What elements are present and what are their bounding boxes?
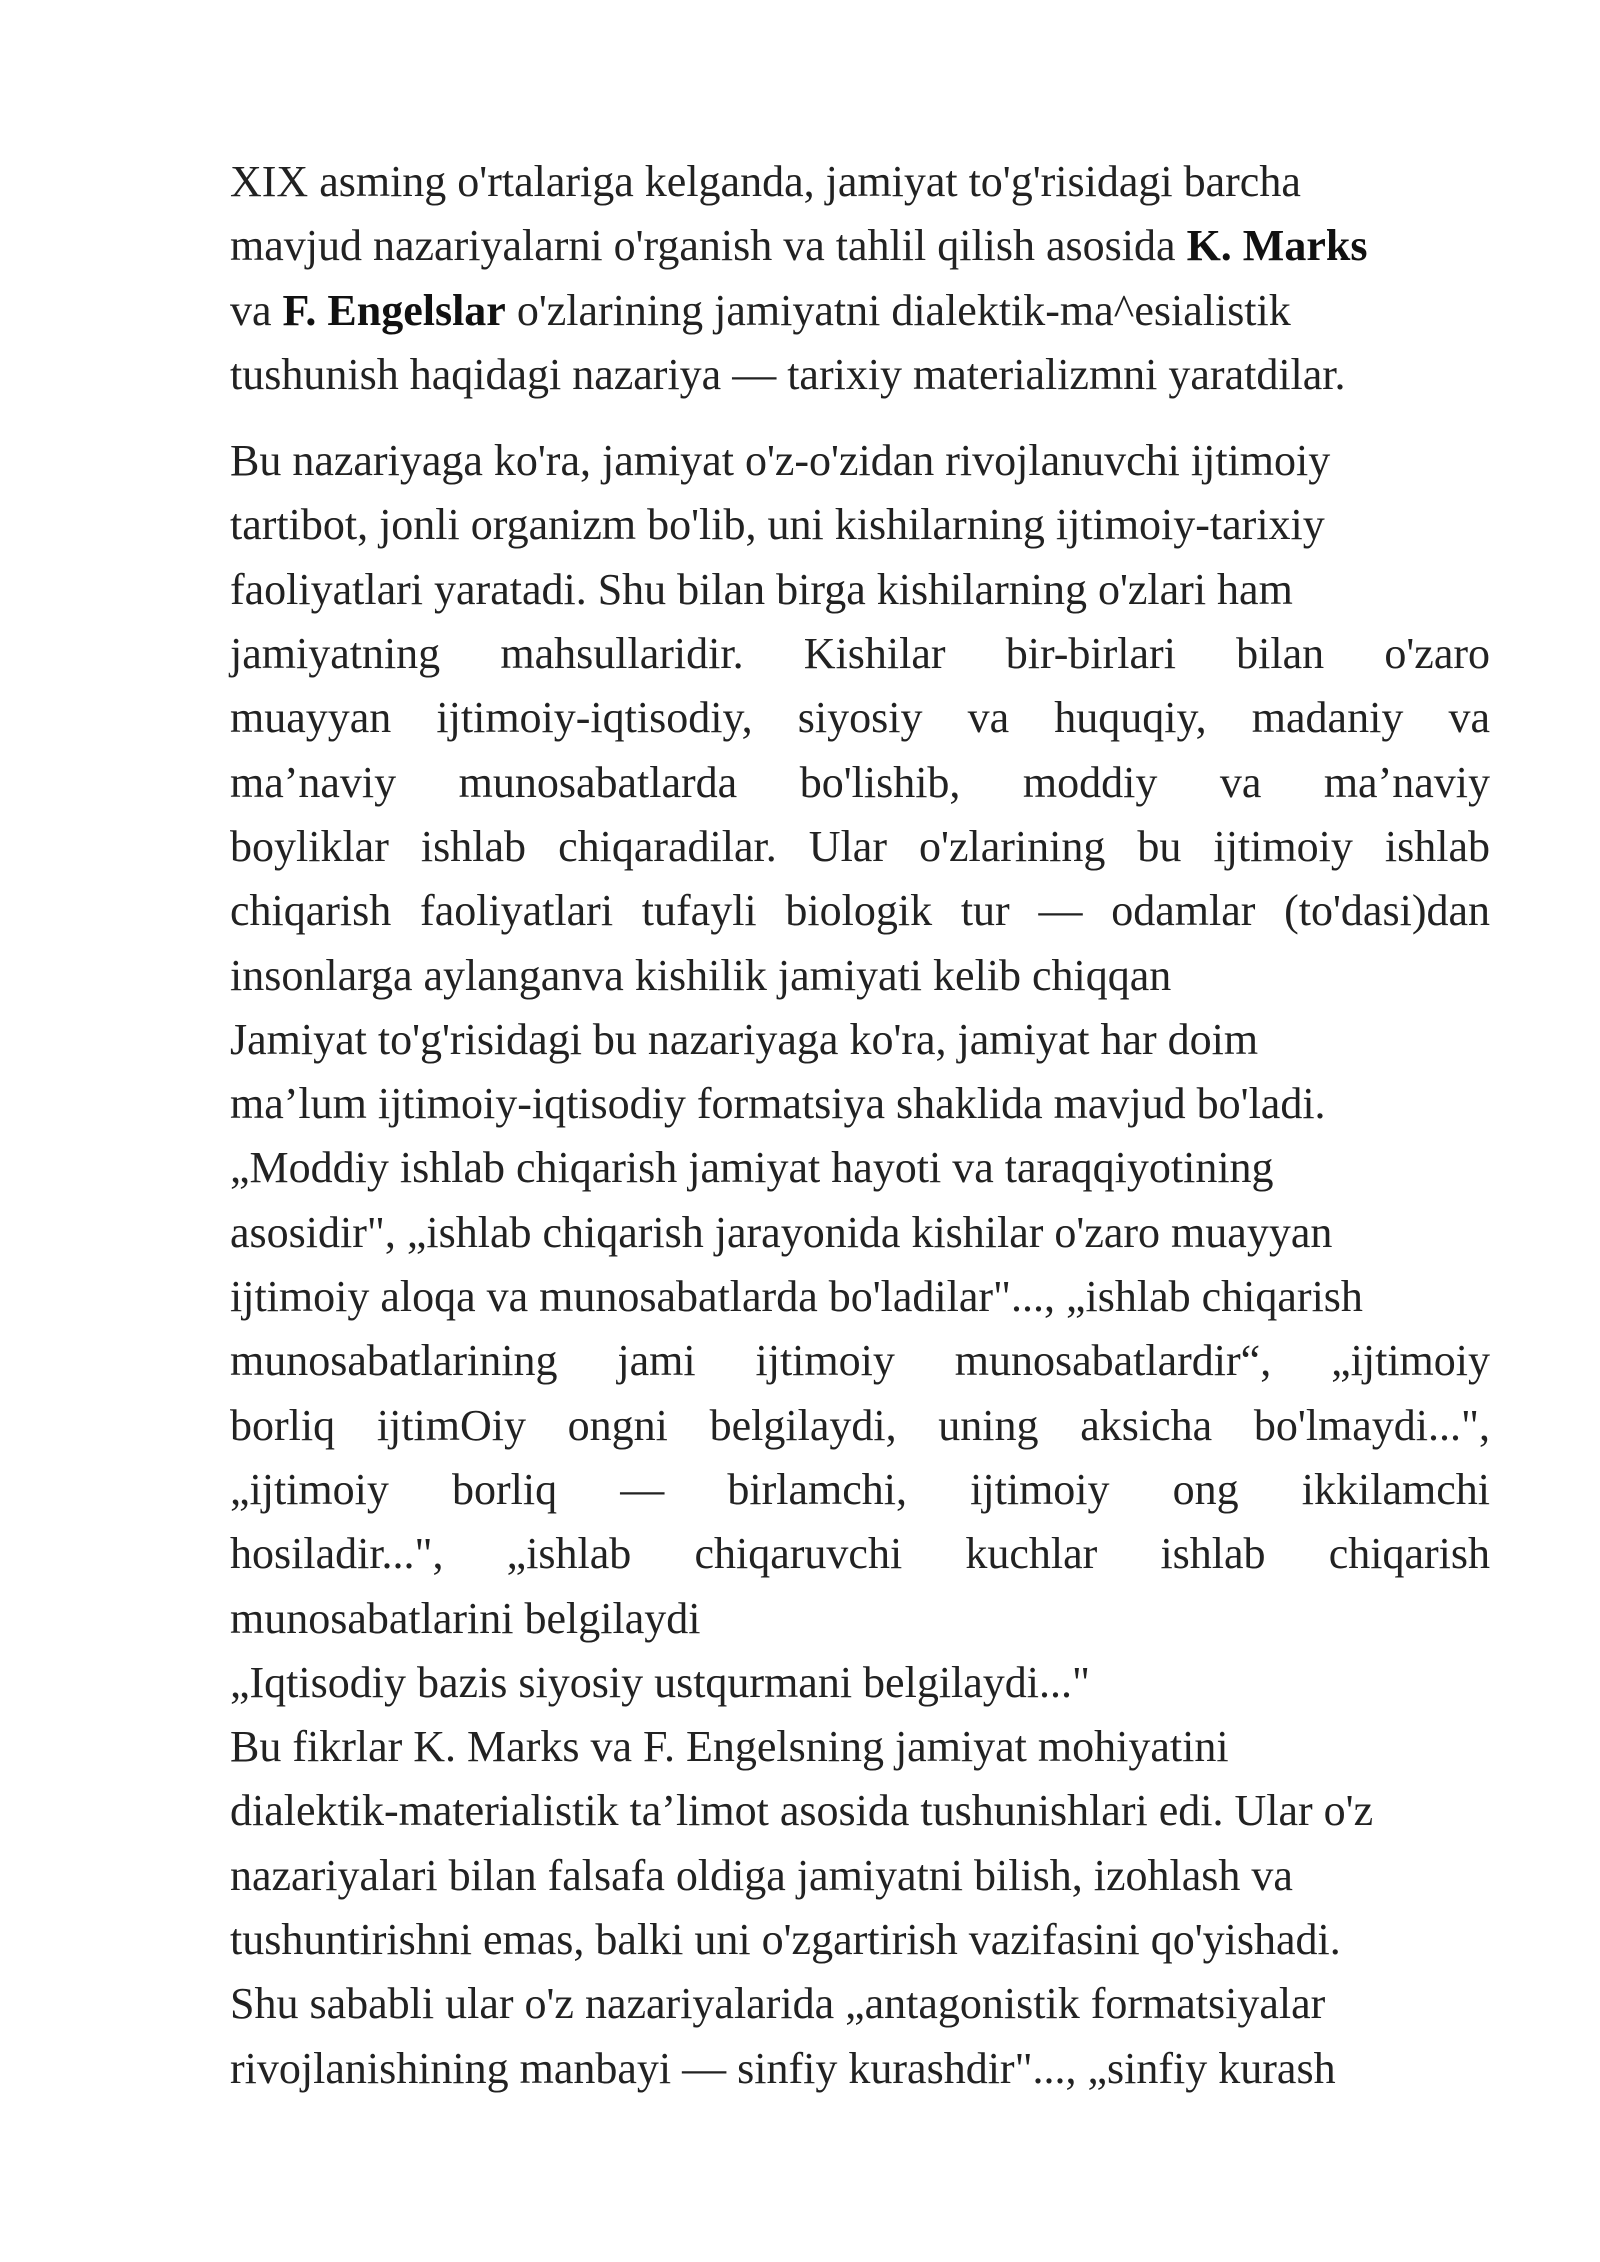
text-span: mavjud nazariyalarni o'rganish va tahlil qilish asosida	[230, 221, 1187, 271]
bold-name-marks: K. Marks	[1186, 221, 1368, 271]
text-line: dialektik-materialistik ta’limot asosida tushunishlari edi. Ular o'z	[230, 1786, 1374, 1836]
text-line: jamiyatning mahsullaridir. Kishilar bir-birlari bilan o'zaro	[230, 629, 1490, 679]
text-line: nazariyalari bilan falsafa oldiga jamiyatni bilish, izohlash va	[230, 1850, 1293, 1900]
text-span: va	[230, 285, 283, 335]
text-line: rivojlanishining manbayi — sinfiy kurashdir"..., „sinfiy kurash	[230, 2043, 1336, 2093]
text-line: muayyan ijtimoiy-iqtisodiy, siyosiy va huquqiy, madaniy va	[230, 693, 1490, 743]
document-page	[230, 150, 1490, 2101]
text-span: o'zlarining jamiyatni dialektik-ma^esialistik	[505, 285, 1291, 335]
text-line	[230, 279, 1490, 343]
text-line: Jamiyat to'g'risidagi bu nazariyaga ko'ra, jamiyat har doim	[230, 1014, 1259, 1064]
text-line: ma’naviy munosabatlarda bo'lishib, moddiy va ma’naviy	[230, 757, 1490, 807]
paragraph-2	[230, 429, 1490, 2101]
text-line: munosabatlarini belgilaydi	[230, 1593, 701, 1643]
text-line: „ijtimoiy borliq — birlamchi, ijtimoiy ong ikkilamchi	[230, 1464, 1490, 1514]
text-line: Shu sababli ular o'z nazariyalarida „antagonistik formatsiyalar	[230, 1979, 1326, 2029]
text-line: tushuntirishni emas, balki uni o'zgartirish vazifasini qo'yishadi.	[230, 1915, 1341, 1965]
text-line: borliq ijtimOiy ongni belgilaydi, uning aksicha bo'lmaydi...",	[230, 1400, 1490, 1450]
text-line: faoliyatlari yaratadi. Shu bilan birga kishilarning o'zlari ham	[230, 564, 1293, 614]
text-line: Bu nazariyaga ko'ra, jamiyat o'z-o'zidan rivojlanuvchi ijtimoiy	[230, 436, 1331, 486]
text-line: munosabatlarining jami ijtimoiy munosabatlardir“, „ijtimoiy	[230, 1336, 1490, 1386]
text-line: hosiladir...", „ishlab chiqaruvchi kuchlar ishlab chiqarish	[230, 1529, 1490, 1579]
text-line: boyliklar ishlab chiqaradilar. Ular o'zlarining bu ijtimoiy ishlab	[230, 821, 1490, 871]
text-line: „Moddiy ishlab chiqarish jamiyat hayoti va taraqqiyotining	[230, 1143, 1274, 1193]
text-line: ma’lum ijtimoiy-iqtisodiy formatsiya shaklida mavjud bo'ladi.	[230, 1079, 1326, 1129]
text-line: asosidir", „ishlab chiqarish jarayonida kishilar o'zaro muayyan	[230, 1207, 1333, 1257]
bold-name-engelslar: F. Engelslar	[282, 285, 506, 335]
text-line: chiqarish faoliyatlari tufayli biologik tur — odamlar (to'dasi)dan	[230, 886, 1490, 936]
text-line: XIX asming o'rtalariga kelganda, jamiyat to'g'risidagi barcha	[230, 157, 1301, 206]
text-line: ijtimoiy aloqa va munosabatlarda bo'ladilar"..., „ishlab chiqarish	[230, 1272, 1363, 1322]
paragraph-1	[230, 150, 1490, 407]
text-line: insonlarga aylanganva kishilik jamiyati kelib chiqqan	[230, 950, 1172, 1000]
text-line	[230, 214, 1490, 278]
text-line: tartibot, jonli organizm bo'lib, uni kishilarning ijtimoiy-tarixiy	[230, 500, 1325, 550]
text-line: tushunish haqidagi nazariya — tarixiy materializmni yaratdilar.	[230, 349, 1346, 399]
text-line: Bu fikrlar K. Marks va F. Engelsning jamiyat mohiyatini	[230, 1722, 1229, 1772]
paragraph-spacer	[230, 407, 1490, 429]
text-line: „Iqtisodiy bazis siyosiy ustqurmani belgilaydi..."	[230, 1657, 1090, 1707]
